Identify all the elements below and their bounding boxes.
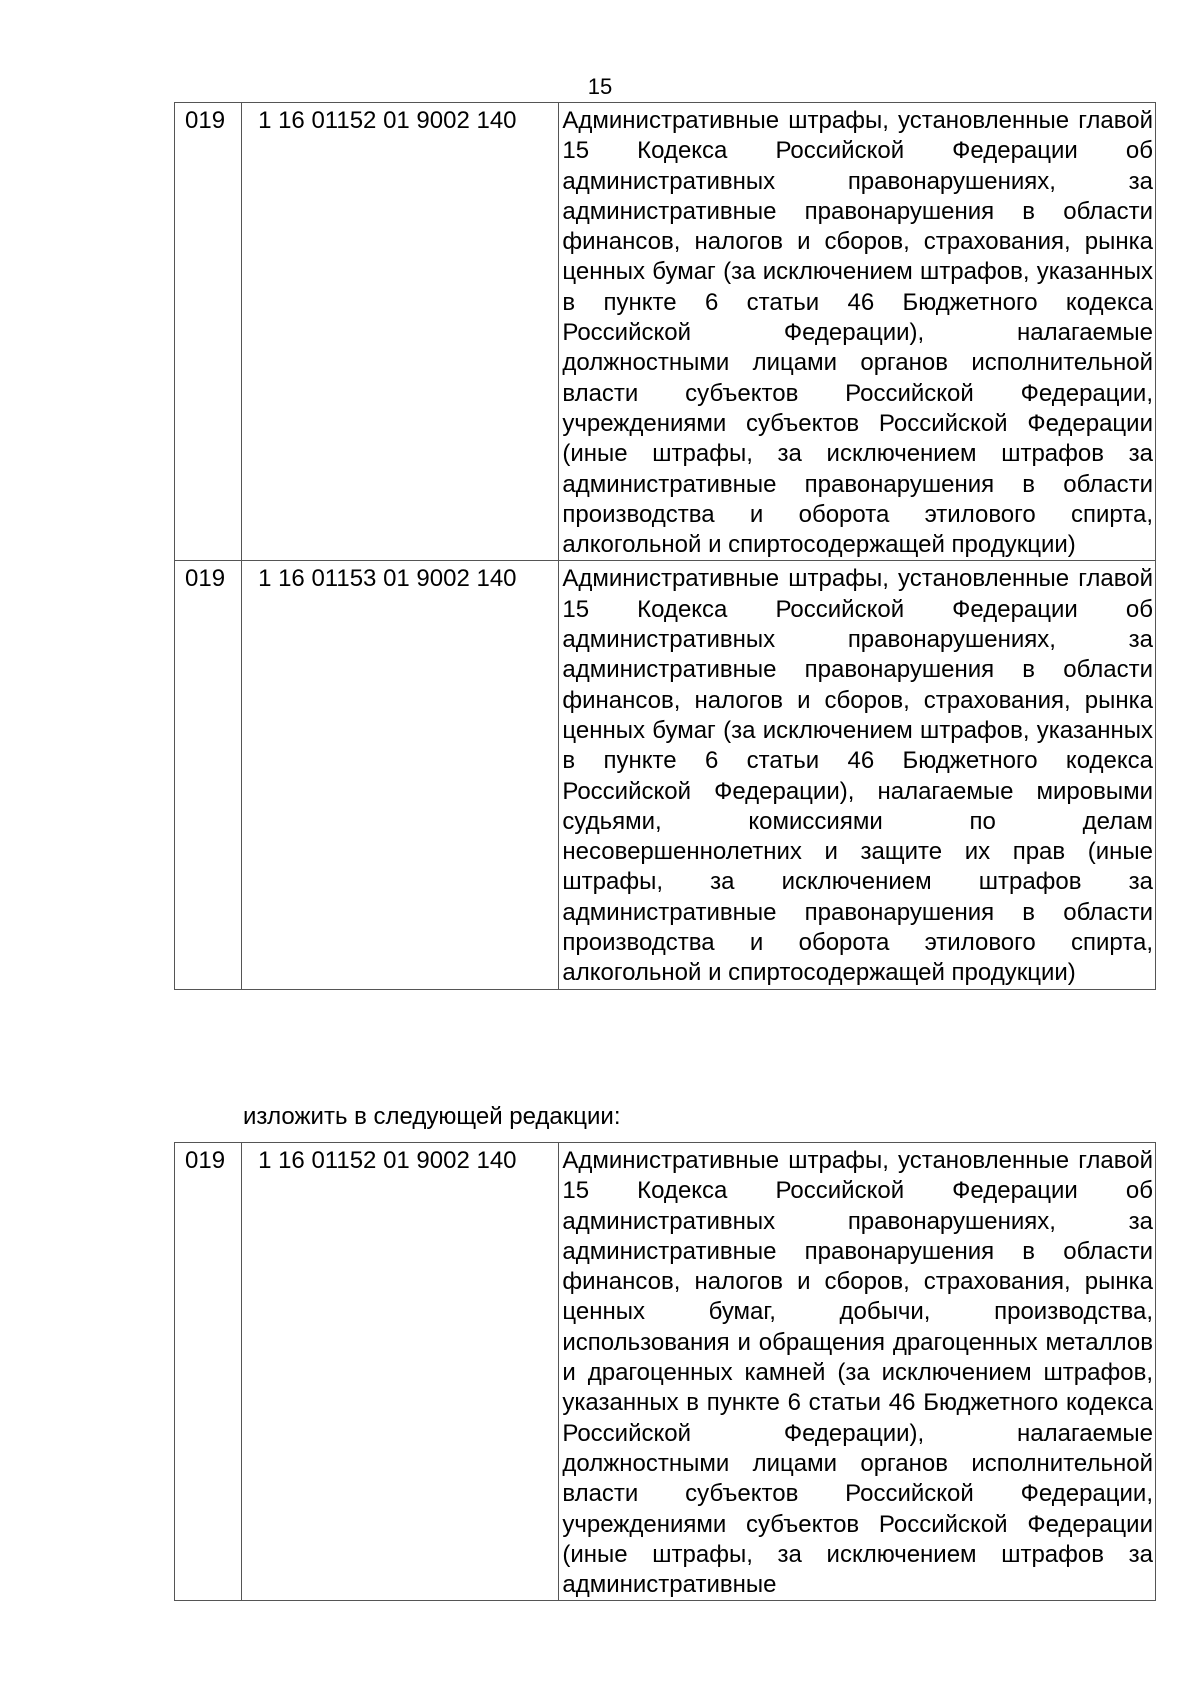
table-row <box>175 561 1156 989</box>
kbk-code-cell: 1 16 01153 01 9002 140 <box>242 561 559 989</box>
kbk-table-current <box>174 102 1156 990</box>
kbk-table-new <box>174 1142 1156 1601</box>
page-number: 15 <box>587 74 613 99</box>
table-row <box>175 1143 1156 1601</box>
description-cell: Административные штрафы, установленные главой 15 Кодекса Российской Федерации об административных правонарушениях, за административные правонарушения в области финансов, налогов и сборов, страхования, рынка ценных бумаг, добычи, производства, использования и обращения драгоценных металлов и драгоценных камней (за исключением штрафов, указанных в пункте 6 статьи 46 Бюджетного кодекса Российской Федерации), налагаемые должностными лицами органов исполнительной власти субъектов Российской Федерации, учреждениями субъектов Российской Федерации (иные штрафы, за исключением штрафов за административные <box>559 1143 1156 1601</box>
description-cell: Административные штрафы, установленные главой 15 Кодекса Российской Федерации об административных правонарушениях, за административные правонарушения в области финансов, налогов и сборов, страхования, рынка ценных бумаг (за исключением штрафов, указанных в пункте 6 статьи 46 Бюджетного кодекса Российской Федерации), налагаемые мировыми судьями, комиссиями по делам несовершеннолетних и защите их прав (иные штрафы, за исключением штрафов за административные правонарушения в области производства и оборота этилового спирта, алкогольной и спиртосодержащей продукции) <box>559 561 1156 989</box>
kbk-code-cell: 1 16 01152 01 9002 140 <box>242 103 559 561</box>
table-row <box>175 103 1156 561</box>
description-cell: Административные штрафы, установленные главой 15 Кодекса Российской Федерации об административных правонарушениях, за административные правонарушения в области финансов, налогов и сборов, страхования, рынка ценных бумаг (за исключением штрафов, указанных в пункте 6 статьи 46 Бюджетного кодекса Российской Федерации), налагаемые должностными лицами органов исполнительной власти субъектов Российской Федерации, учреждениями субъектов Российской Федерации (иные штрафы, за исключением штрафов за административные правонарушения в области производства и оборота этилового спирта, алкогольной и спиртосодержащей продукции) <box>559 103 1156 561</box>
admin-code-cell: 019 <box>175 561 242 989</box>
admin-code-cell: 019 <box>175 103 242 561</box>
admin-code-cell: 019 <box>175 1143 242 1601</box>
transition-text: изложить в следующей редакции: <box>243 1103 621 1130</box>
kbk-code-cell: 1 16 01152 01 9002 140 <box>242 1143 559 1601</box>
